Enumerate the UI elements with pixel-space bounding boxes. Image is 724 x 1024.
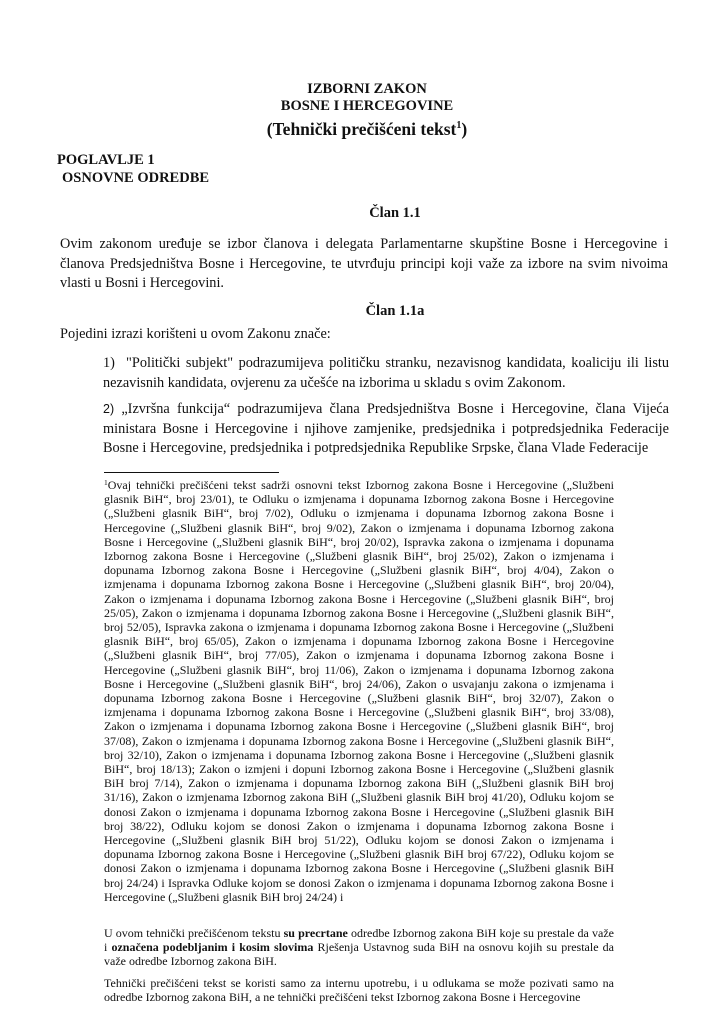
item-text: „Izvršna funkcija“ podrazumijeva člana Predsjedništva Bosne i Hercegovine, člana Vijeća ministara Bosne i Hercegovine i njihove zamjenike, predsjednika i potpredsjednika Federacije Bosne i Hercegovine, predsjednika i potpredsjednika Republike Srpske, člana Vlade Federacije: [103, 401, 669, 456]
footnote-text: Ovaj tehnički prečišćeni tekst sadrži osnovni tekst Izbornog zakona Bosne i Hercegovine („Službeni glasnik BiH“, broj 23/01), te Odluku o izmjenama i dopunama Izbornog zakona Bosne i Hercegovine („Službeni glasnik BiH“, broj 7/02), Odluku o izmjenama i dopunama Izbornog zakona Bosne i Hercegovine („Službeni glasnik BiH“, broj 9/02), Zakon o izmjenama i dopunama Izbornog zakona Bosne i Hercegovine („Službeni glasnik BiH“, broj 20/02), Ispravka zakona o izmjenama i dopunama Izbornog zakona Bosne i Hercegovine („Službeni glasnik BiH“, broj 25/02), Zakon o izmjenama i dopunama Izbornog zakona Bosne i Hercegovine („Službeni glasnik BiH“, broj 4/04), Zakon o izmjenama i dopunama Izbornog zakona Bosne i Hercegovine („Službeni glasnik BiH“, broj 20/04), Zakon o izmjenama i dopunama Izbornog zakona Bosne i Hercegovine („Službeni glasnik BiH“, broj 25/05), Zakon o izmjenama i dopunama Izbornog zakona Bosne i Hercegovine („Službeni glasnik BiH“, broj 52/05), Ispravka zakona o izmjenama i dopunama Izbornog zakona Bosne i Hercegovine („Službeni glasnik BiH“, broj 65/05), Zakon o izmjenama i dopunama Izbornog zakona Bosne i Hercegovine („Službeni glasnik BiH“, broj 77/05), Zakon o izmjenama i dopunama Izbornog zakona Bosne i Hercegovine („Službeni glasnik BiH“, broj 11/06), Zakon o izmjenama i dopunama Izbornog zakona Bosne i Hercegovine („Službeni glasnik BiH“, broj 24/06), Zakon o usvajanju zakona o izmjenama i dopunama Izbornog zakona Bosne i Hercegovine („Službeni glasnik BiH“, broj 32/07), Zakon o izmjenama i dopunama Izbornog zakona Bosne i Hercegovine („Službeni glasnik BiH“, broj 33/08), Zakon o izmjenama i dopunama Izbornog zakona Bosne i Hercegovine („Službeni glasnik BiH“, broj 37/08), Zakon o izmjenama i dopunama Izbornog zakona Bosne i Hercegovine („Službeni glasnik BiH“, broj 32/10), Zakon o izmjenama i dopunama Izbornog zakona Bosne i Hercegovine („Službeni glasnik BiH“, broj 18/13); Zakon o izmjeni i dopuni Izbornog zakona Bosne i Hercegovine („Službeni glasnik BiH broj 7/14), Zakon o izmjenama i dopunama Izbornog zakona BiH („Službeni glasnik BiH broj 31/16), Zakon o izmjenama Izbornog zakona BiH („Službeni glasnik BiH broj 41/20), Odluku kojom se donosi Zakon o izmjenama i dopunama Izbornog zakona Bosne i Hercegovine („Službeni glasnik BiH broj 38/22), Odluku kojom se donosi Zakon o izmjenama i dopunama Izbornog zakona Bosne i Hercegovine („Službeni glasnik BiH broj 51/22), Odluku kojom se donosi Zakon o izmjenama i dopunama Izbornog zakona Bosne i Hercegovine („Službeni glasnik BiH broj 67/22), Odluku kojom se donosi Zakon o izmjenama i dopunama Izbornog zakona Bosne i Hercegovine („Službeni glasnik BiH broj 24/24) i Ispravka Odluke kojom se donosi Zakon o izmjenama i dopunama Izbornog zakona Bosne i Hercegovine („Službeni glasnik BiH broj 24/24) i: [104, 478, 614, 904]
strikethrough-note: [104, 926, 614, 969]
footnote-reference[interactable]: 1: [456, 120, 462, 131]
article-1-1-text: Ovim zakonom uređuje se izbor članova i delegata Parlamentarne skupštine Bosne i Hercegovine i članova Predsjedništva Bosne i Hercegovine, te utvrđuju principi koji važe za izbore na svim nivoima vlasti u Bosni i Hercegovini.: [60, 236, 668, 291]
item-number: 2): [103, 402, 115, 416]
article-heading-1-1: Član 1.1: [369, 205, 421, 221]
chapter-heading: [57, 151, 209, 187]
chapter-label: POGLAVLJE 1: [57, 152, 155, 168]
note-bold-text: su precrtane: [283, 926, 348, 940]
footnote-marker: 1: [104, 478, 108, 487]
chapter-name: OSNOVNE ODREDBE: [62, 170, 210, 186]
definition-item-2: [103, 400, 669, 459]
item-number: 1): [103, 355, 115, 371]
item-text: "Politički subjekt" podrazumijeva političku stranku, nezavisnog kandidata, koaliciju ili listu nezavisnih kandidata, ovjerenu za učešće na izborima u skladu s ovim Zakonom.: [103, 355, 669, 391]
document-title: [0, 81, 724, 140]
subtitle-text: (Tehnički prečišćeni tekst: [266, 118, 457, 139]
note-bold-text: označena podebljanim i kosim slovima: [111, 940, 314, 955]
note-text: odredbe Izbornog zakona BiH koje su prestale da važe i: [104, 926, 614, 955]
title-line-2: BOSNE I HERCEGOVINE: [280, 98, 454, 114]
internal-use-note: Tehnički prečišćeni tekst se koristi samo za internu upotrebu, i u odlukama se može pozivati samo na odredbe Izbornog zakona BiH, a ne tehnički prečišćeni tekst Izbornog zakona Bosne i Hercegovine: [104, 976, 614, 1005]
article-heading-1-1a: Član 1.1a: [365, 303, 425, 319]
title-line-1: IZBORNI ZAKON: [307, 81, 427, 97]
footnote-separator: [104, 472, 279, 473]
note-text: U ovom tehnički prečišćenom tekstu: [104, 926, 284, 940]
article-1-1a-intro: Pojedini izrazi korišteni u ovom Zakonu znače:: [60, 326, 331, 342]
subtitle-close: ): [461, 118, 468, 139]
note-text: Rješenja Ustavnog suda BiH na osnovu kojih su prestale da važe odredbe Izbornog zakona BiH.: [104, 940, 614, 969]
title-line-3: [10, 115, 724, 140]
footnote-1: [104, 478, 614, 904]
definition-item-1: [103, 354, 669, 393]
